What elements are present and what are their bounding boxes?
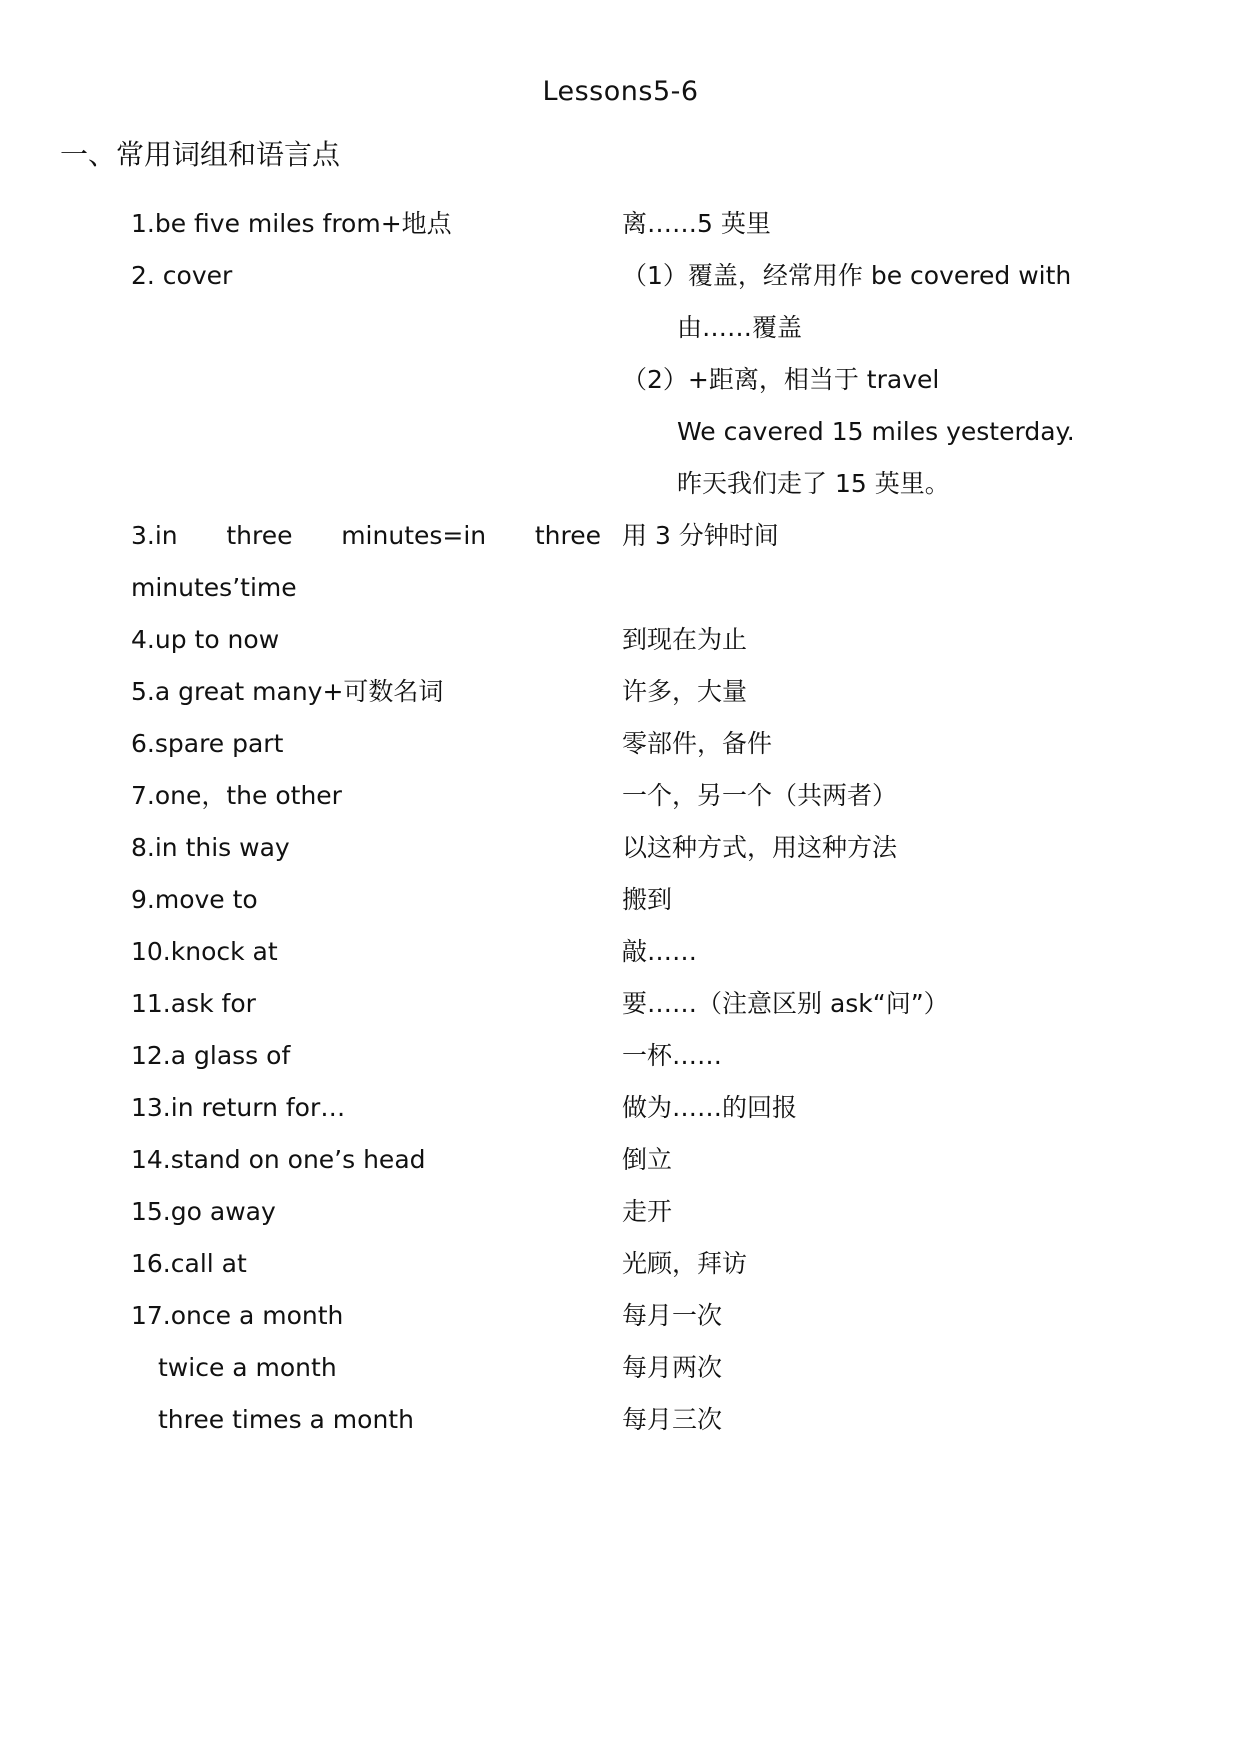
phrase-chinese: 一杯……: [622, 1041, 723, 1070]
list-item: [0, 1342, 1241, 1394]
phrase-english: 1.be five miles from+地点: [131, 209, 452, 238]
page-title: Lessons5-6: [542, 76, 699, 107]
list-item: [0, 302, 1241, 354]
phrase-chinese: 以这种方式，用这种方法: [622, 833, 898, 862]
word: 3.in: [131, 521, 178, 550]
list-item: [0, 926, 1241, 978]
phrase-chinese: （1）覆盖，经常用作 be covered with: [622, 261, 1072, 290]
phrase-chinese: 做为……的回报: [622, 1093, 798, 1122]
list-item: [0, 1290, 1241, 1342]
list-item: [0, 1082, 1241, 1134]
list-item: [0, 562, 1241, 614]
phrase-english: minutes’time: [131, 573, 297, 602]
phrase-english: 17.once a month: [131, 1301, 344, 1330]
list-item: [0, 250, 1241, 302]
phrase-chinese: 倒立: [622, 1145, 673, 1174]
phrase-english: 5.a great many+可数名词: [131, 677, 444, 706]
list-item: [0, 718, 1241, 770]
word: three: [226, 521, 293, 550]
list-item: [0, 978, 1241, 1030]
word: three: [534, 521, 601, 550]
phrase-chinese: 到现在为止: [622, 625, 748, 654]
example-sentence: We cavered 15 miles yesterday.: [677, 417, 1075, 446]
phrase-chinese: 搬到: [622, 885, 673, 914]
phrase-chinese: 敲……: [622, 937, 698, 966]
list-item: [0, 510, 1241, 562]
phrase-english: [131, 510, 601, 562]
phrase-chinese: 由……覆盖: [677, 313, 803, 342]
list-item: [0, 666, 1241, 718]
phrase-english: 2. cover: [131, 261, 233, 290]
phrase-chinese: 每月三次: [622, 1405, 723, 1434]
list-item: [0, 1030, 1241, 1082]
phrase-chinese: 每月两次: [622, 1353, 723, 1382]
list-item: [0, 874, 1241, 926]
phrase-english: 14.stand on one’s head: [131, 1145, 426, 1174]
list-item: [0, 1134, 1241, 1186]
phrase-english: 4.up to now: [131, 625, 280, 654]
phrase-english: 10.knock at: [131, 937, 278, 966]
example-translation: 昨天我们走了 15 英里。: [677, 469, 950, 498]
phrase-chinese: 许多，大量: [622, 677, 748, 706]
phrase-chinese: 一个，另一个（共两者）: [622, 781, 898, 810]
phrase-english: 15.go away: [131, 1197, 276, 1226]
phrase-chinese: 用 3 分钟时间: [622, 521, 779, 550]
list-item: [0, 614, 1241, 666]
phrase-chinese: 零部件，备件: [622, 729, 773, 758]
list-item: [0, 822, 1241, 874]
phrase-english: 16.call at: [131, 1249, 247, 1278]
phrase-english: 11.ask for: [131, 989, 256, 1018]
phrase-english: three times a month: [158, 1405, 414, 1434]
list-item: [0, 354, 1241, 406]
phrase-english: 7.one，the other: [131, 781, 342, 810]
list-item: [0, 1186, 1241, 1238]
list-item: [0, 198, 1241, 250]
phrase-chinese: 走开: [622, 1197, 673, 1226]
phrase-chinese: （2）+距离，相当于 travel: [622, 365, 940, 394]
word: minutes=in: [341, 521, 487, 550]
phrase-english: 13.in return for…: [131, 1093, 346, 1122]
phrase-chinese: 离……5 英里: [622, 209, 771, 238]
phrase-english: 12.a glass of: [131, 1041, 291, 1070]
list-item: [0, 1238, 1241, 1290]
phrase-english: twice a month: [158, 1353, 337, 1382]
section-heading: 一、常用词组和语言点: [60, 138, 341, 171]
list-item: [0, 770, 1241, 822]
list-item: [0, 458, 1241, 510]
phrase-chinese: 每月一次: [622, 1301, 723, 1330]
phrase-chinese: 光顾，拜访: [622, 1249, 748, 1278]
phrase-list: [0, 198, 1241, 1446]
phrase-chinese: 要……（注意区别 ask“问”）: [622, 989, 949, 1018]
phrase-english: 8.in this way: [131, 833, 290, 862]
phrase-english: 9.move to: [131, 885, 258, 914]
phrase-english: 6.spare part: [131, 729, 284, 758]
list-item: [0, 1394, 1241, 1446]
list-item: [0, 406, 1241, 458]
